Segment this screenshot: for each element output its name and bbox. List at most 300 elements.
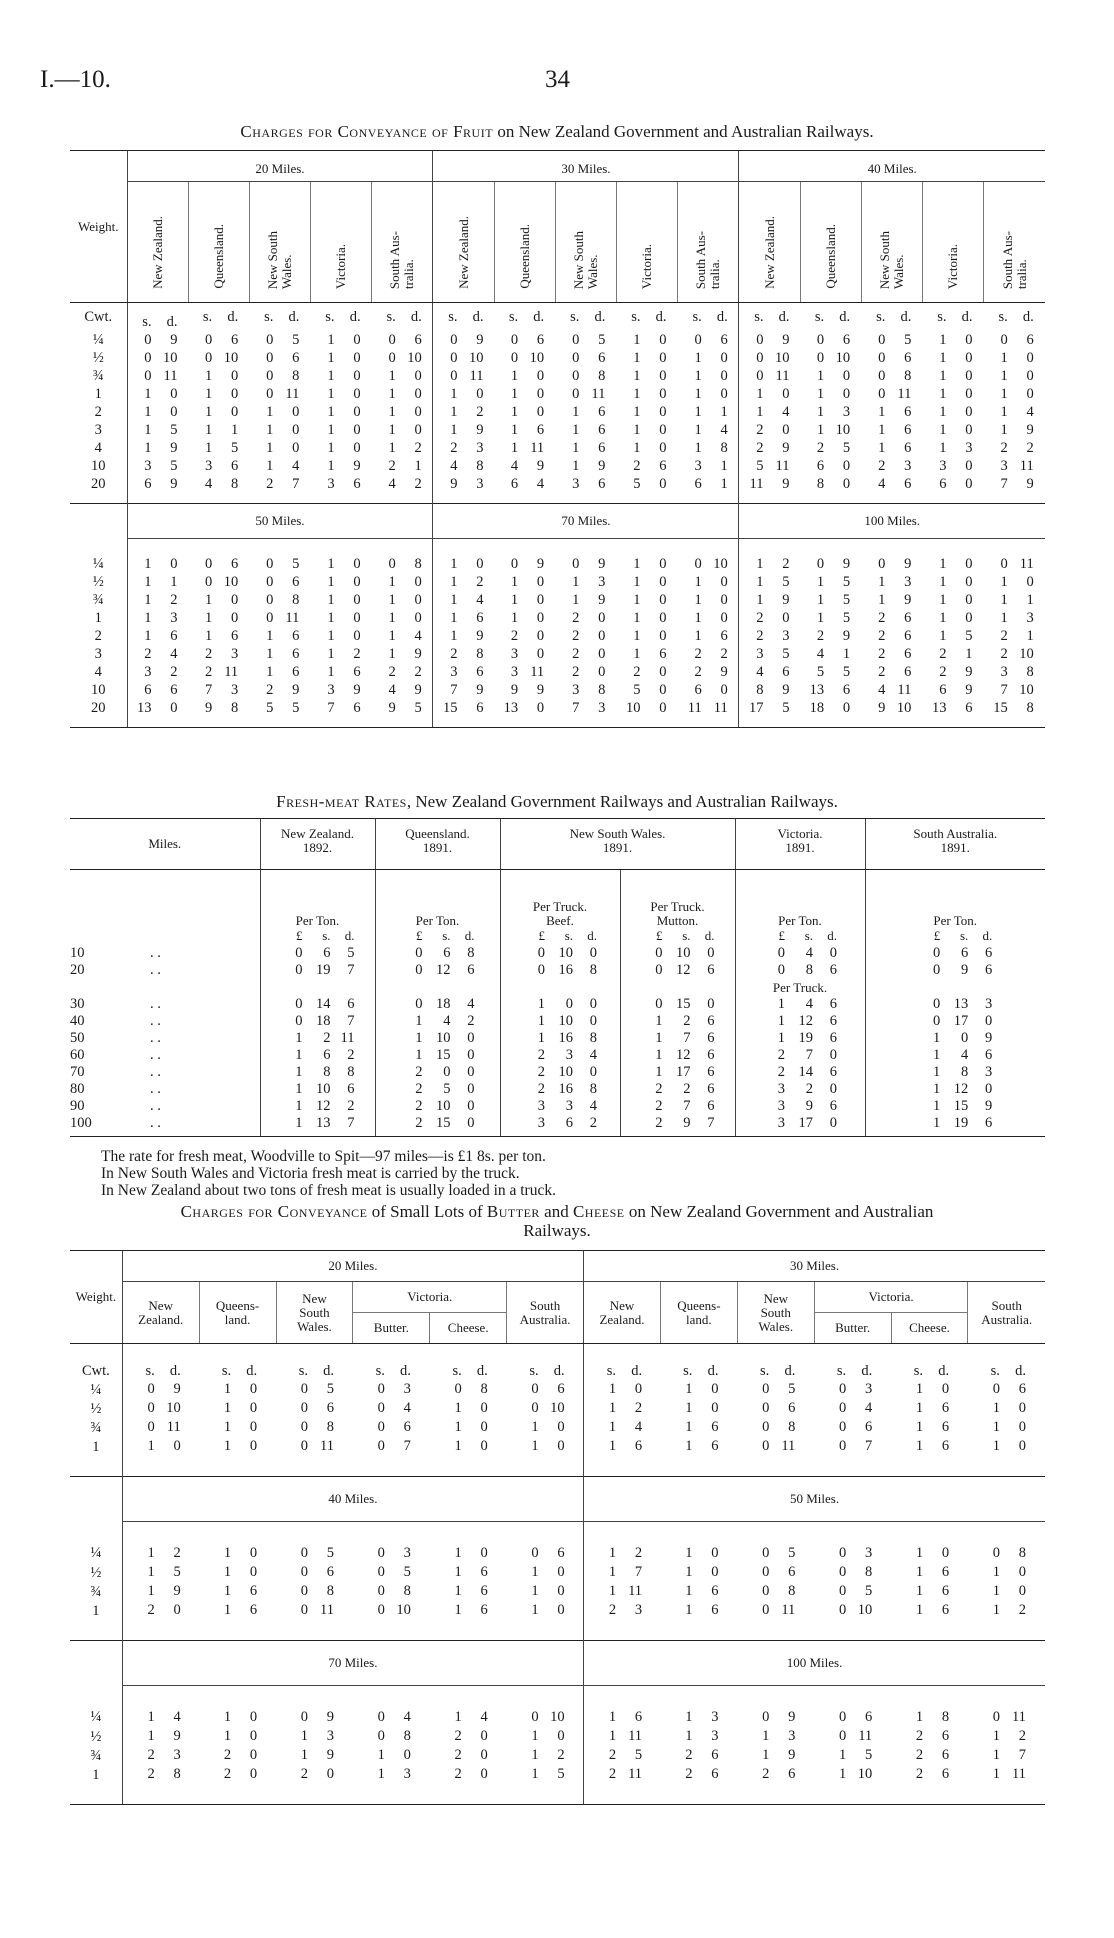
rate-value: [276, 1544, 353, 1563]
rate-value: [372, 645, 433, 663]
rate-cell: [814, 1380, 891, 1399]
shillings: 1: [531, 1728, 539, 1744]
meat-rate: [866, 1030, 1046, 1047]
shillings: 1: [694, 592, 702, 608]
rate-cell: [555, 681, 616, 699]
lsd-value: 10: [558, 944, 573, 961]
rate-value: [968, 1746, 1045, 1765]
meat-rate: [376, 1064, 500, 1081]
rate-value: [433, 439, 494, 457]
pence: 6: [904, 350, 912, 366]
pence: 0: [1026, 386, 1034, 402]
unit-label: [861, 308, 922, 326]
pence: 9: [170, 476, 178, 492]
shillings: 10: [626, 700, 641, 716]
lsd-value: 0: [295, 944, 303, 961]
rate-cell: [311, 609, 372, 627]
shillings: 2: [685, 1766, 693, 1782]
shillings: 9: [388, 700, 396, 716]
rate-value: [128, 591, 189, 609]
rate-cell: [617, 699, 678, 728]
shillings: 0: [300, 1602, 308, 1618]
shillings: 0: [510, 556, 519, 572]
rate-value: [494, 403, 555, 421]
rate-cell: [372, 475, 433, 504]
rate-value: [800, 439, 861, 457]
rate-cell: [737, 1380, 814, 1399]
shillings: 1: [223, 1602, 232, 1618]
pence: d.: [166, 314, 178, 330]
lsd-value: 0: [295, 995, 303, 1012]
rate-value: [984, 475, 1045, 493]
rate-cell: [861, 591, 922, 609]
column-name: Queensland.: [405, 826, 470, 841]
rate-cell: [433, 663, 494, 681]
shillings: 15: [442, 700, 458, 716]
meat-rate-cell: [865, 1013, 1045, 1030]
rate-value: [617, 555, 678, 573]
pence: 6: [941, 1728, 950, 1744]
lsd-value: 6: [829, 995, 837, 1012]
pence: 9: [292, 682, 300, 698]
rate-value: [678, 421, 739, 439]
rate-value: [188, 403, 249, 421]
rate-cell: [800, 457, 861, 475]
rate-value: [128, 475, 189, 493]
rate-cell: [276, 1746, 353, 1765]
rate-cell: [507, 1686, 584, 1728]
lsd-value: 7: [347, 961, 355, 978]
lsd-value: 6: [707, 1080, 715, 1097]
rate-value: [433, 591, 494, 609]
shillings: 1: [223, 1438, 232, 1454]
column-year: 1891.: [785, 840, 815, 855]
rate-cell: [678, 699, 739, 728]
lsd-value: 6: [829, 1063, 837, 1080]
pence: 5: [598, 332, 606, 348]
pence: d.: [961, 309, 973, 325]
pence: 6: [941, 1602, 950, 1618]
pence: 5: [842, 592, 851, 608]
lsd-value: 0: [655, 944, 663, 961]
weight-value: ¼: [90, 1709, 102, 1726]
rate-value: [814, 1765, 891, 1784]
meat-rate-cell: [500, 1013, 620, 1030]
lsd-value: 9: [985, 1097, 993, 1114]
pence: 8: [476, 458, 484, 474]
lsd-value: 12: [953, 1080, 969, 1097]
rate-cell: [660, 1522, 737, 1564]
pence: 8: [788, 1419, 796, 1435]
shillings: 0: [300, 1381, 308, 1397]
rate-value: [800, 645, 861, 663]
pence: 9: [353, 458, 361, 474]
shillings: 9: [204, 700, 213, 716]
pence: 8: [230, 700, 239, 716]
shillings: 6: [939, 682, 947, 698]
lsd-value: 12: [798, 1012, 813, 1029]
shillings: 2: [1000, 440, 1008, 456]
shillings: 1: [327, 440, 335, 456]
rate-cell: [617, 663, 678, 681]
pence: 0: [720, 610, 728, 626]
pence: 6: [904, 422, 912, 438]
shillings: s.: [754, 309, 764, 325]
rate-cell: [584, 1727, 661, 1746]
pence: 10: [163, 350, 178, 366]
rate-value: [372, 367, 433, 385]
rate-value: [814, 1708, 891, 1727]
meat-rate-cell: [620, 945, 735, 962]
lsd-value: 3: [777, 1114, 785, 1131]
rate-cell: [555, 403, 616, 421]
shillings: 1: [327, 350, 335, 366]
shillings: 1: [633, 332, 641, 348]
pence: 1: [1026, 628, 1034, 644]
rate-cell: [660, 1563, 737, 1582]
meat-notes: [101, 1148, 556, 1199]
lsd-value: 0: [415, 944, 423, 961]
shillings: 3: [144, 458, 152, 474]
rate-value: [199, 1418, 276, 1437]
rate-cell: [584, 1582, 661, 1601]
rate-cell: [584, 1601, 661, 1641]
lsd-value: 6: [829, 1012, 837, 1029]
lsd-unit: £: [296, 928, 303, 943]
leader-dots: . .: [150, 1097, 161, 1114]
shillings: 7: [450, 682, 458, 698]
shillings: 1: [685, 1564, 693, 1580]
meat-row: [70, 1013, 1045, 1030]
pence: 11: [320, 1438, 334, 1454]
shillings: 1: [992, 1766, 1000, 1782]
rate-cell: [249, 609, 310, 627]
lsd-value: 0: [589, 995, 597, 1012]
rate-cell: [127, 627, 188, 645]
rate-basis: Per Ton.: [778, 913, 822, 928]
pence: 3: [173, 1747, 181, 1763]
shillings: 0: [144, 350, 152, 366]
shillings: 0: [762, 1564, 770, 1580]
shillings: 0: [531, 1709, 539, 1725]
meat-unit-header: [620, 870, 735, 945]
pence: 5: [842, 610, 851, 626]
pence: 3: [842, 404, 851, 420]
rate-cell: [188, 331, 249, 349]
lsd-unit: d.: [464, 928, 475, 943]
lsd-label: [621, 928, 735, 945]
pence: 0: [842, 700, 851, 716]
pence: 6: [904, 610, 912, 626]
rate-cell: [433, 699, 494, 728]
pence: 6: [598, 440, 606, 456]
meat-rate-cell: [735, 962, 865, 979]
shillings: 1: [572, 422, 580, 438]
shillings: 1: [510, 368, 519, 384]
pence: 6: [720, 628, 728, 644]
rate-value: [353, 1380, 430, 1399]
rate-cell: [678, 539, 739, 574]
rate-value: [507, 1399, 583, 1418]
rate-cell: [984, 457, 1045, 475]
rate-value: [433, 609, 494, 627]
rate-value: [923, 475, 984, 493]
meat-rate: [261, 1030, 375, 1047]
shillings: 1: [510, 610, 519, 626]
pence: 4: [476, 592, 484, 608]
pence: 0: [414, 610, 422, 626]
rate-value: [923, 331, 984, 349]
rate-value: [617, 385, 678, 403]
rate-cell: [199, 1765, 276, 1805]
shillings: 0: [266, 556, 274, 572]
shillings: 1: [608, 1400, 617, 1416]
rate-value: [128, 331, 189, 349]
rate-cell: [923, 591, 984, 609]
rate-cell: [678, 367, 739, 385]
shillings: s.: [375, 1363, 385, 1379]
rate-cell: [127, 403, 188, 421]
pence: 0: [782, 386, 790, 402]
shillings: 1: [531, 1438, 539, 1454]
rate-value: [984, 699, 1045, 717]
pence: 6: [634, 1438, 643, 1454]
pence: 6: [904, 628, 912, 644]
shillings: 1: [531, 1583, 539, 1599]
shillings: 1: [694, 350, 702, 366]
rate-cell: [507, 1746, 584, 1765]
pence: 9: [904, 592, 912, 608]
rate-value: [128, 349, 189, 367]
pence: 4: [634, 1419, 643, 1435]
shillings: 0: [816, 350, 825, 366]
shillings: 0: [756, 332, 764, 348]
rate-value: [123, 1399, 199, 1418]
rate-cell: [507, 1601, 584, 1641]
miles-value: 80: [70, 1080, 85, 1097]
meat-rate: [261, 996, 375, 1013]
pence: 2: [1018, 1602, 1026, 1618]
rate-value: [739, 645, 800, 663]
lsd-value: 0: [467, 1046, 475, 1063]
rate-value: [923, 555, 984, 573]
rate-cell: [127, 573, 188, 591]
rate-value: [353, 1708, 430, 1727]
shillings: 1: [915, 1545, 924, 1561]
pence: 0: [659, 682, 667, 698]
rate-value: [128, 627, 189, 645]
rate-value: [660, 1544, 737, 1563]
pence: 3: [864, 1381, 873, 1397]
shillings: 1: [694, 386, 702, 402]
leader-dots: . .: [150, 1046, 161, 1063]
pence: d.: [553, 1363, 565, 1379]
pence: 6: [634, 1709, 643, 1725]
rate-cell: [249, 331, 310, 349]
shillings: 1: [633, 628, 641, 644]
column-header: South Australia.: [968, 1282, 1045, 1344]
rate-value: [430, 1418, 507, 1437]
shillings: 1: [633, 610, 641, 626]
rate-value: [968, 1380, 1045, 1399]
meat-rate-cell: [735, 1047, 865, 1064]
meat-rate: [501, 1047, 620, 1064]
rate-value: [128, 385, 189, 403]
pence: 3: [230, 646, 239, 662]
pence: 6: [965, 700, 973, 716]
shillings: 0: [572, 368, 580, 384]
pence: d.: [1015, 1363, 1026, 1379]
lsd-label: [866, 928, 1046, 945]
rate-value: [800, 421, 861, 439]
rate-cell: [127, 367, 188, 385]
rate-value: [128, 439, 189, 457]
rate-value: [678, 439, 739, 457]
rate-cell: [249, 403, 310, 421]
rate-cell: [968, 1418, 1045, 1437]
pence: 9: [170, 332, 178, 348]
shillings: 1: [756, 592, 764, 608]
rate-value: [199, 1544, 276, 1563]
fruit-row: [70, 663, 1045, 681]
pence: 9: [536, 458, 545, 474]
shillings: 1: [147, 1564, 155, 1580]
meat-row: [70, 1030, 1045, 1047]
shillings: 0: [204, 556, 213, 572]
lsd-value: 6: [707, 1029, 715, 1046]
rate-value: [188, 367, 249, 385]
meat-rate: [501, 1030, 620, 1047]
pence: 6: [326, 1400, 334, 1416]
rate-value: [430, 1544, 507, 1563]
lsd-value: 0: [985, 1012, 993, 1029]
pence: 6: [292, 350, 300, 366]
column-header: South Australia.: [507, 1282, 584, 1344]
pence: d.: [778, 309, 790, 325]
rate-value: [199, 1601, 276, 1620]
rate-cell: [199, 1437, 276, 1477]
column-year: 1891.: [940, 840, 970, 855]
pence: 2: [414, 440, 422, 456]
rate-value: [678, 663, 739, 681]
column-label: New South Wales.: [876, 230, 906, 289]
rate-cell: [984, 475, 1045, 504]
unit-label: [678, 308, 739, 326]
rate-cell: [276, 1727, 353, 1746]
pence: 8: [403, 1583, 411, 1599]
shillings: 1: [756, 574, 764, 590]
pence: 8: [230, 476, 239, 492]
pence: 0: [659, 422, 667, 438]
pence: d.: [349, 309, 361, 325]
rate-value: [861, 681, 922, 699]
rate-cell: [430, 1437, 507, 1477]
pence: 6: [1018, 1381, 1026, 1397]
butter-row: [70, 1522, 1045, 1564]
pence: 4: [173, 1709, 181, 1725]
shillings: 1: [510, 386, 519, 402]
butter-header: Butter.: [353, 1313, 430, 1344]
shillings: 8: [756, 682, 764, 698]
pence: 0: [536, 646, 545, 662]
pence: 0: [536, 628, 545, 644]
rate-value: [555, 403, 616, 421]
pence: 3: [904, 574, 912, 590]
shillings: 7: [204, 682, 213, 698]
pence: 7: [292, 476, 300, 492]
rate-cell: [372, 439, 433, 457]
rate-value: [494, 699, 555, 717]
shillings: 1: [633, 440, 641, 456]
shillings: s.: [606, 1363, 617, 1379]
meat-rate: [866, 1064, 1046, 1081]
pence: 0: [480, 1419, 488, 1435]
rate-value: [923, 457, 984, 475]
shillings: 1: [762, 1747, 770, 1763]
pence: 0: [480, 1728, 488, 1744]
rate-cell: [891, 1601, 968, 1641]
lsd-value: 2: [415, 1097, 423, 1114]
pence: 3: [170, 610, 178, 626]
unit-label: [800, 308, 861, 326]
shillings: 1: [204, 368, 213, 384]
pence: 10: [1019, 646, 1034, 662]
pence: 0: [659, 332, 667, 348]
rate-cell: [494, 663, 555, 681]
meat-rate-cell: [500, 1098, 620, 1115]
cheese-header: Cheese.: [891, 1313, 968, 1344]
unit-cell: [968, 1344, 1045, 1381]
rate-cell: [507, 1380, 584, 1399]
pence: 0: [536, 386, 545, 402]
pence: 9: [842, 556, 851, 572]
meat-rate-cell: [620, 962, 735, 979]
pence: 0: [659, 386, 667, 402]
rate-cell: [739, 403, 800, 421]
meat-rate: [736, 945, 865, 962]
meat-rate: [866, 962, 1046, 979]
pence: 10: [835, 350, 851, 366]
rate-cell: [122, 1601, 199, 1641]
pence: 10: [529, 350, 545, 366]
rate-value: [188, 645, 249, 663]
column-header: [617, 182, 678, 303]
rate-value: [861, 573, 922, 591]
shillings: s.: [876, 309, 886, 325]
meat-rate: [501, 1064, 620, 1081]
rate-cell: [127, 385, 188, 403]
pence: 5: [782, 700, 790, 716]
rate-value: [311, 421, 372, 439]
shillings: s.: [298, 1363, 308, 1379]
rate-cell: [122, 1765, 199, 1805]
leader-dots: . .: [150, 961, 161, 978]
leader-dots: . .: [150, 944, 161, 961]
shillings: 11: [687, 700, 702, 716]
lsd-value: 1: [415, 1046, 423, 1063]
rate-value: [555, 421, 616, 439]
lsd-value: 0: [933, 944, 941, 961]
shillings: 4: [388, 476, 396, 492]
shillings: 1: [266, 664, 274, 680]
pence: 9: [782, 682, 790, 698]
shillings: 1: [939, 404, 947, 420]
rate-value: [739, 681, 800, 699]
rate-value: [276, 1563, 353, 1582]
shillings: 1: [450, 404, 458, 420]
rate-cell: [617, 439, 678, 457]
meat-rate-cell: [865, 1047, 1045, 1064]
